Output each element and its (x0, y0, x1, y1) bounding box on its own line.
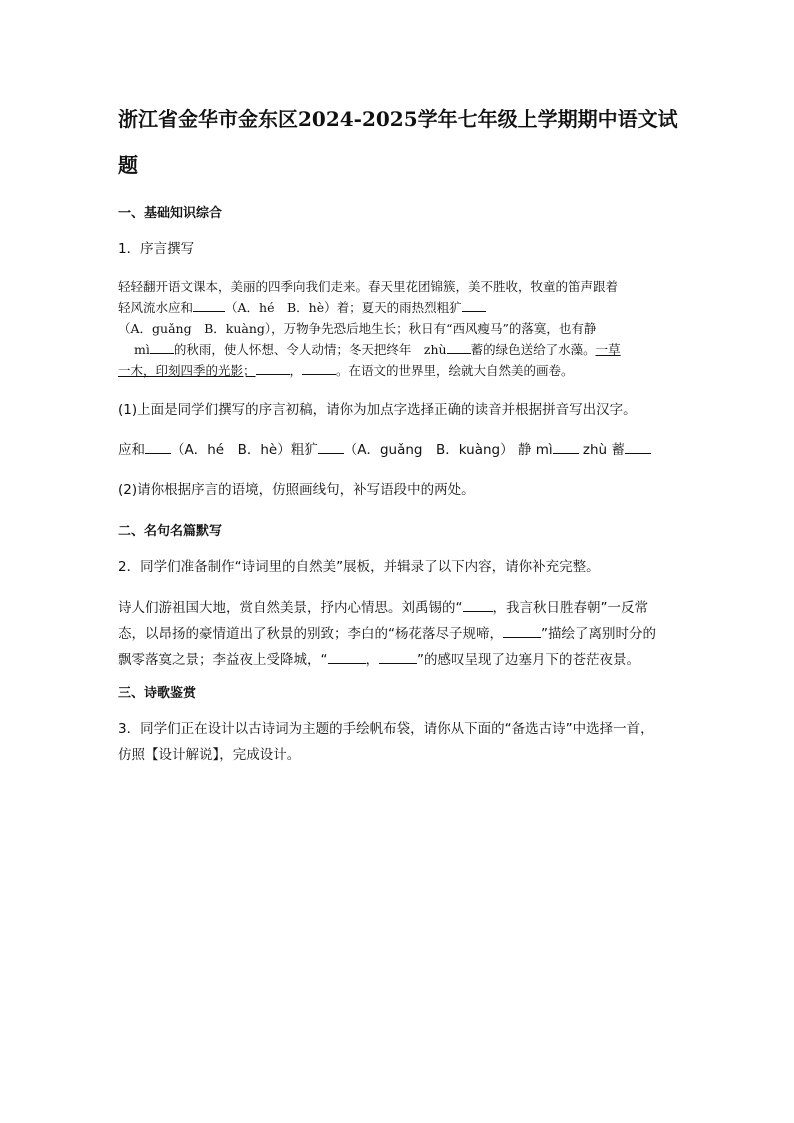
answer-blank[interactable] (145, 441, 171, 454)
q2-passage: 诗人们游祖国大地，赏自然美景，抒内心情思。刘禹锡的“ ，我言秋日胜春朝”一反常 态，以昂扬的豪情道出了秋景的别致；李白的“杨花落尽子规啼， ”描绘了离别时分的 飘零落寞之景；李益夜上受降城，“ ， ”的感叹呈现了边塞月下的苍茫夜景。 (118, 600, 656, 668)
underlined-sentence: 一草 (595, 342, 621, 357)
passage-line-2: 轻风流水应和 （A．hé B．hè）着；夏天的雨热烈粗犷 (118, 297, 678, 318)
answer-blank[interactable] (503, 625, 541, 638)
blank (256, 362, 290, 375)
passage-line-1: 轻轻翻开语文课本，美丽的四季向我们走来。春天里花团锦簇，美不胜收，牧童的笛声跟着 (118, 279, 619, 294)
answer-blank[interactable] (553, 441, 579, 454)
q1-passage (118, 276, 678, 381)
answer-blank[interactable] (379, 651, 417, 664)
passage-line-3: （A．guǎng B．kuàng），万物争先恐后地生长；秋日有“西风瘦马”的落寞，也有静 (118, 321, 597, 336)
q1-answer-line: 应和 （A．hé B．hè）粗犷 （A．guǎng B．kuàng） 静 mì zhù 蓄 (118, 437, 678, 463)
passage-line-5: 一木，印刻四季的光影； ， 。在语文的世界里，绘就大自然美的画卷。 (118, 363, 574, 378)
section-heading-2: 二、名句名篇默写 (118, 524, 223, 539)
question-2-label: 2．同学们准备制作“诗词里的自然美”展板，并辑录了以下内容，请你补充完整。 (118, 559, 600, 575)
section-heading-3: 三、诗歌鉴赏 (118, 686, 197, 701)
q1-sub1: (1)上面是同学们撰写的序言初稿，请你为加点字选择正确的读音并根据拼音写出汉字。 (118, 402, 637, 418)
blank (150, 341, 174, 354)
q1-sub2: (2)请你根据序言的语境，仿照画线句，补写语段中的两处。 (118, 482, 475, 498)
question-1-label: 1．序言撰写 (118, 241, 195, 257)
passage-line-4: mì 的秋雨，使人怀想、令人动情；冬天把终年 zhù 蓄的绿色送给了水藻。一草 (134, 342, 621, 357)
blank (193, 299, 225, 312)
page-title: 浙江省金华市金东区2024-2025学年七年级上学期期中语文试题 (118, 107, 678, 177)
underlined-sentence: 一木，印刻四季的光影； (118, 363, 256, 378)
blank (302, 362, 336, 375)
section-heading-1: 一、基础知识综合 (118, 206, 223, 221)
question-3-line-2: 仿照【设计解说】，完成设计。 (118, 747, 301, 763)
answer-blank[interactable] (318, 441, 344, 454)
question-3-line-1: 3．同学们正在设计以古诗词为主题的手绘帆布袋，请你从下面的“备选古诗”中选择一首， (118, 721, 654, 737)
blank (447, 341, 471, 354)
answer-blank[interactable] (625, 441, 651, 454)
blank (462, 299, 486, 312)
answer-blank[interactable] (328, 651, 366, 664)
question-3 (118, 716, 678, 768)
answer-blank[interactable] (463, 599, 493, 612)
